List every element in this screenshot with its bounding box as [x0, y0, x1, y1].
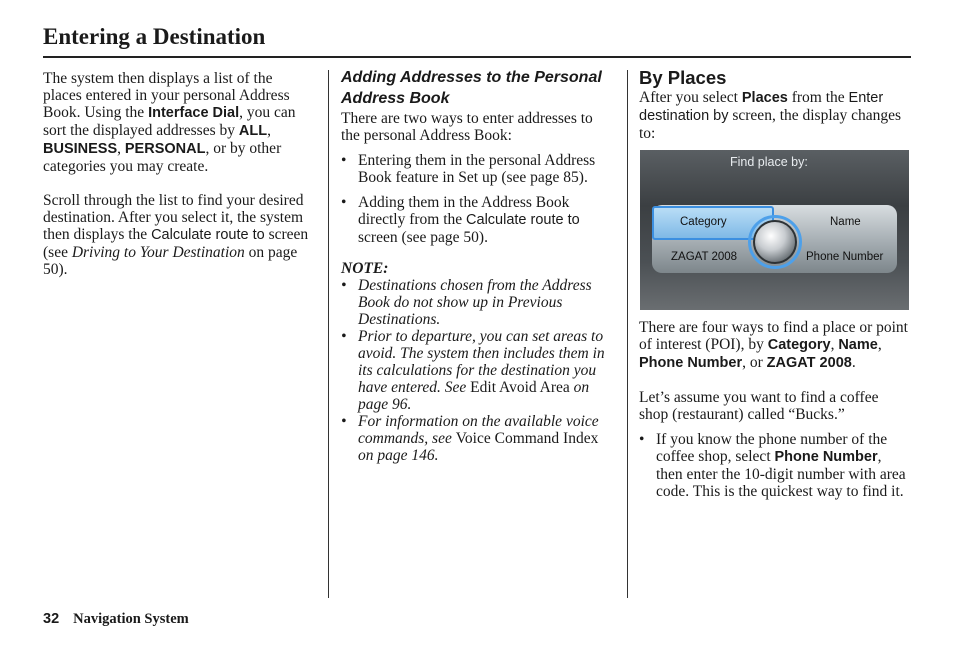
text: The system then displays a list of the places entered in your personal Address Book. Using the	[43, 70, 290, 121]
column-divider-right	[627, 70, 628, 598]
personal-term: PERSONAL	[124, 141, 206, 157]
search-tips-list	[639, 431, 911, 500]
paragraph-address-list	[43, 70, 315, 175]
enter-destination-term: Enter destination by	[639, 90, 884, 124]
note-item	[341, 277, 613, 328]
text: Entering them in the personal Address Book feature in Set up (see page 85).	[358, 152, 596, 186]
phone-number-term: Phone Number	[774, 449, 878, 465]
footer-section: Navigation System	[73, 611, 189, 627]
column-3-lower	[639, 319, 911, 500]
column-1	[43, 70, 315, 278]
paragraph-places-intro	[639, 89, 911, 142]
calculate-route-term: Calculate route to	[466, 212, 580, 228]
category-term: Category	[767, 337, 831, 353]
zagat-term: ZAGAT 2008	[766, 355, 852, 371]
page-number: 32	[43, 611, 60, 627]
paragraph-scroll-list	[43, 192, 315, 278]
option-zagat[interactable]: ZAGAT 2008	[671, 251, 738, 263]
list-item	[639, 431, 911, 500]
driving-reference: Driving to Your Destination	[71, 244, 245, 261]
text: screen, the display changes to:	[639, 107, 902, 142]
interface-dial-icon	[753, 220, 797, 264]
text: ,	[877, 336, 882, 353]
text: from the	[787, 89, 849, 106]
voice-command-index-reference: Voice Command Index	[455, 430, 599, 447]
text: For information on the available voice commands, see	[358, 413, 599, 447]
text: Prior to departure, you can set areas to avoid. The system then includes them in its calculations for the destination you have entered. See	[358, 328, 605, 396]
text: , you can sort the displayed addresses by	[43, 104, 296, 139]
text: on page 146.	[358, 447, 439, 464]
find-place-screen	[640, 150, 909, 310]
column-3	[639, 67, 911, 142]
note-item	[341, 328, 613, 413]
text: Destinations chosen from the Address Book do not show up in Previous Destinations.	[358, 277, 592, 328]
text: After you select	[639, 89, 742, 106]
notes-list	[341, 277, 613, 464]
column-2	[341, 67, 613, 464]
title-rule	[43, 56, 911, 58]
page-title: Entering a Destination	[43, 24, 266, 49]
option-phone-number[interactable]: Phone Number	[806, 251, 884, 263]
name-term: Name	[838, 337, 878, 353]
screen-title: Find place by:	[730, 155, 808, 169]
text: screen (see page 50).	[358, 229, 488, 246]
paragraph-coffee-shop: Let’s assume you want to find a coffee shop (restaurant) called “Bucks.”	[639, 389, 879, 423]
intro-text: There are two ways to enter addresses to the personal Address Book:	[341, 110, 593, 144]
ways-list	[341, 152, 613, 246]
business-term: BUSINESS	[43, 141, 118, 157]
text: If you know the phone number of the coffee shop, select	[656, 431, 888, 465]
option-name[interactable]: Name	[830, 216, 861, 228]
text: on page 50).	[43, 244, 298, 278]
section-heading-by-places: By Places	[639, 67, 727, 88]
text: screen (see	[43, 226, 309, 261]
section-heading-adding-addresses: Adding Addresses to the Personal Address Book	[341, 69, 602, 107]
option-category[interactable]: Category	[680, 216, 727, 228]
phone-number-term: Phone Number	[639, 355, 743, 371]
places-term: Places	[741, 90, 788, 106]
interface-dial-term: Interface Dial	[148, 105, 240, 121]
calculate-route-term: Calculate route to	[151, 227, 265, 243]
text: Scroll through the list to find your desired destination. After you select it, the system then displays the	[43, 192, 304, 243]
all-term: ALL	[238, 123, 268, 139]
text: ,	[117, 140, 125, 157]
text: on page 96.	[358, 379, 590, 413]
text: , then enter the 10-digit number with area code. This is the quickest way to find it.	[656, 448, 906, 500]
edit-avoid-area-reference: Edit Avoid Area	[470, 379, 570, 396]
list-item	[341, 152, 613, 186]
text: ,	[830, 336, 839, 353]
text: ,	[267, 122, 271, 139]
note-item	[341, 413, 613, 464]
text: Adding them in the Address Book directly from the	[358, 194, 570, 228]
list-item	[341, 194, 613, 246]
page-footer	[43, 611, 189, 628]
text: .	[851, 354, 856, 371]
note-label: NOTE:	[341, 260, 389, 277]
text: , or by other categories you may create.	[43, 140, 282, 175]
text: There are four ways to find a place or point of interest (POI), by	[639, 319, 908, 353]
text: , or	[742, 354, 767, 371]
column-divider-left	[328, 70, 329, 598]
paragraph-four-ways	[639, 319, 911, 372]
